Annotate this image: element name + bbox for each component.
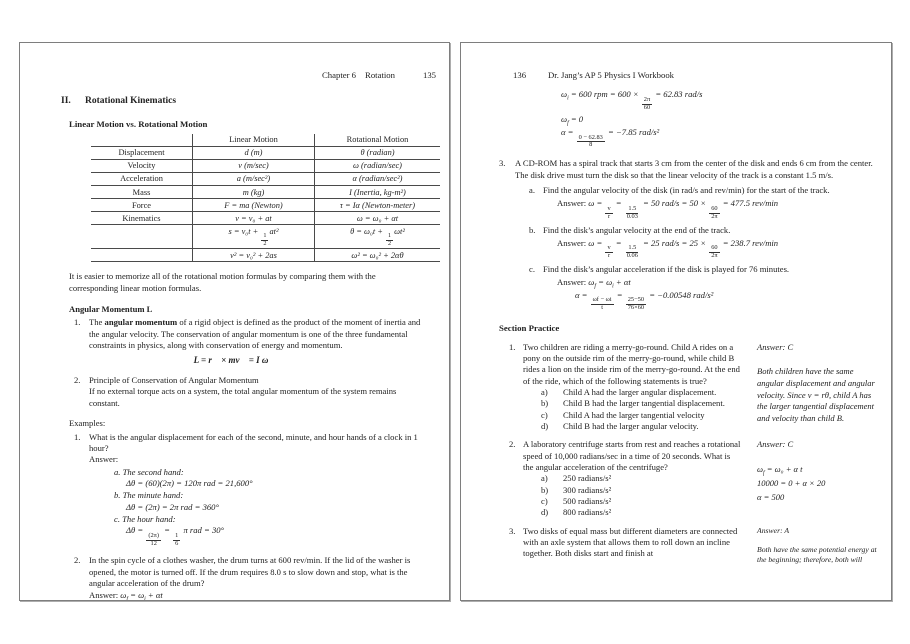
part-label: c. xyxy=(529,264,535,275)
principle-body: If no external torque acts on a system, the total angular momentum of the system remains constant. xyxy=(89,386,397,408)
option-label: b) xyxy=(541,484,549,495)
cell-linear: v² = v₀² + 2as xyxy=(193,249,315,262)
row-label: Mass xyxy=(91,186,193,199)
item-number: 2. xyxy=(74,375,81,386)
table-title: Linear Motion vs. Rotational Motion xyxy=(69,119,208,130)
option-label: d) xyxy=(541,421,549,431)
problem-3-parts xyxy=(515,185,877,312)
option-row xyxy=(541,507,742,518)
book-title: Dr. Jang’s AP 5 Physics I Workbook xyxy=(548,70,675,80)
example-number: 1. xyxy=(74,431,81,442)
cell-linear: v = v₀ + at xyxy=(193,212,315,225)
question-body xyxy=(523,342,742,433)
table-row xyxy=(91,249,440,262)
question-text: Two children are riding a merry-go-round. Child A rides on a pony on the outside rim of the merry-go-round, while child B rides a lion on the inside rim of the merry-go-round. At the end of the ride, which of the following statements is true? xyxy=(523,341,740,386)
table-row xyxy=(91,225,440,249)
example-body xyxy=(89,432,423,548)
part-label: a. xyxy=(529,184,535,195)
example-2 xyxy=(74,555,423,600)
answer-explanation: Both have the same potential energy at the beginning; therefore, both will xyxy=(757,544,877,565)
answer-line-2: α = $\frac{\omega f - \omega i}{t}$ = $\frac{25-50}{76\times 60}$ = −0.00548 rad/s² xyxy=(575,289,714,312)
section-title: Rotational Kinematics xyxy=(85,96,177,107)
angular-momentum-item-1 xyxy=(74,317,423,351)
example-part-label: b. The minute hand: xyxy=(114,490,184,501)
cell-rotational: ω = ω₀ + αt xyxy=(315,212,441,225)
answer-label: Answer: C xyxy=(757,341,794,352)
cell-rotational: ω (radian/sec) xyxy=(315,159,441,172)
option-row xyxy=(541,398,742,409)
answer-explanation-equation: 10000 = 0 + α × 20 xyxy=(757,477,826,488)
answer-line: Answer: ω = $\frac{v}{r}$ = $\frac{1.5}{0.03}$ = 50 rad/s = 50 × $\frac{60}{2\pi}$ = 477.5 rev/min xyxy=(557,198,779,220)
row-label: Acceleration xyxy=(91,172,193,185)
chapter-section-label: Rotation xyxy=(365,70,395,80)
answer-annotation xyxy=(757,342,881,433)
row-label xyxy=(91,225,193,249)
section-numeral: II. xyxy=(61,96,71,107)
col-header-linear: Linear Motion xyxy=(193,134,315,147)
table-row xyxy=(91,199,440,212)
answer-label: Answer: A xyxy=(757,525,790,535)
option-text: Child B had the larger tangential displacement. xyxy=(563,398,725,409)
option-text: 800 radians/s² xyxy=(563,507,612,518)
question-number: 3. xyxy=(509,525,516,536)
problem-part xyxy=(529,264,877,312)
answer-explanation-equation: α = 500 xyxy=(757,491,785,502)
cell-linear: s = v₀t + $\frac{1}{2}$ at² xyxy=(193,225,315,249)
part-text: Find the disk’s angular acceleration if the disk is played for 76 minutes. xyxy=(543,264,790,275)
table-row xyxy=(91,172,440,185)
option-row xyxy=(541,387,742,398)
item-text: The angular momentum of a rigid object is defined as the product of the moment of inertia and the angular velocity. The conservation of angular momentum is one of the three fundamental constraints in physics, along with conservation of energy and momentum. xyxy=(89,317,421,350)
answer-line: Answer: $\omega_f = \omega_i + \alpha t$ xyxy=(557,277,631,291)
cell-linear: F = ma (Newton) xyxy=(193,199,315,212)
option-label: c) xyxy=(541,409,548,420)
example-number: 2. xyxy=(74,555,81,566)
option-text: Child A had the larger angular displacement. xyxy=(563,386,717,397)
page-header-right xyxy=(461,70,891,81)
option-row xyxy=(541,473,742,484)
example-1-parts xyxy=(89,467,423,548)
practice-question xyxy=(509,342,881,433)
equation-line: α = $\frac{0 - 62.83}{8}$ = −7.85 rad/s² xyxy=(561,127,660,149)
col-header-rotational: Rotational Motion xyxy=(315,134,441,147)
table-row xyxy=(91,146,440,159)
problem-3 xyxy=(499,158,877,312)
answer-line: Answer: $\omega_f = \omega_i + \alpha t$ xyxy=(89,589,163,601)
cell-linear: d (m) xyxy=(193,146,315,159)
example-1 xyxy=(74,432,423,548)
example-body xyxy=(89,555,423,600)
option-label: a) xyxy=(541,386,548,397)
chapter-label: Chapter 6 xyxy=(322,70,357,80)
problem-part-head xyxy=(529,185,877,196)
row-label: Velocity xyxy=(91,159,193,172)
row-label: Force xyxy=(91,199,193,212)
carryover-equations xyxy=(561,89,891,149)
example-question: What is the angular displacement for each of the second, minute, and hour hands of a clock in 1 hour? xyxy=(89,431,418,453)
option-text: Child B had the larger angular velocity. xyxy=(563,421,699,431)
examples-heading: Examples: xyxy=(69,418,106,429)
answer-annotation xyxy=(757,526,881,566)
problem-text: A CD-ROM has a spiral track that starts 3 cm from the center of the disk and ends 6 cm from the center. The disk drive must turn the disk so that the linear velocity of the track is a constant 1.5 m/s. xyxy=(515,158,873,180)
item-text xyxy=(89,375,423,409)
table-row xyxy=(91,159,440,172)
row-label xyxy=(91,249,193,262)
cell-rotational: α (radian/sec²) xyxy=(315,172,441,185)
table-header-row xyxy=(91,134,440,147)
example-part-equation: Δθ = (60)(2π) = 120π rad = 21,600° xyxy=(126,477,253,488)
option-text: 250 radians/s² xyxy=(563,473,612,484)
question-number: 1. xyxy=(509,341,516,352)
equation-line: $\omega_i = 600$ rpm = 600 × $\frac{2\pi}{60}$ = 62.83 rad/s xyxy=(561,89,703,111)
table-row xyxy=(91,186,440,199)
option-row xyxy=(541,496,742,507)
example-part-equation: Δθ = (2π) = 2π rad = 360° xyxy=(126,501,219,512)
cell-linear: m (kg) xyxy=(193,186,315,199)
page-number-left: 135 xyxy=(422,70,436,80)
problem-part xyxy=(529,185,877,221)
row-label: Displacement xyxy=(91,146,193,159)
cell-rotational: I (Inertia, kg-m²) xyxy=(315,186,441,199)
question-body xyxy=(523,439,742,518)
section-practice-heading: Section Practice xyxy=(499,322,560,333)
cell-rotational: τ = Iα (Newton-meter) xyxy=(315,199,441,212)
question-body xyxy=(523,526,742,566)
practice-question xyxy=(509,439,881,518)
practice-questions xyxy=(461,342,891,567)
answer-line: Answer: ω = $\frac{v}{r}$ = $\frac{1.5}{0.06}$ = 25 rad/s = 25 × $\frac{60}{2\pi}$ = 238.7 rev/min xyxy=(557,237,779,260)
option-row xyxy=(541,410,742,421)
problem-part-head xyxy=(529,225,877,236)
problem-body xyxy=(515,158,877,312)
example-part-equation: Δθ = $\frac{(2\pi)}{12}$ = $\frac{1}{6}$ π rad = 30° xyxy=(126,525,224,547)
part-text: Find the disk’s angular velocity at the end of the track. xyxy=(543,224,731,235)
angular-momentum-item-2 xyxy=(74,375,423,409)
momentum-equation: L = r⃗ × mv⃗ = I ω⃗ xyxy=(193,355,276,366)
answer-explanation: Both children have the same angular displacement and angular velocity. Since v = rθ, child A has the larger tangential displacement and velocity than child B. xyxy=(757,366,875,424)
note-paragraph: It is easier to memorize all of the rotational motion formulas by comparing them with the corresponding linear motion formulas. xyxy=(69,271,376,293)
option-text: 500 radians/s² xyxy=(563,496,612,507)
item-number: 1. xyxy=(74,317,81,328)
example-question: In the spin cycle of a clothes washer, the drum turns at 600 rev/min. If the lid of the washer is opened, the motor is turned off. If the drum requires 8.0 s to slow down and stop, what is the angular acceleration of the drum? xyxy=(89,555,411,589)
problem-part xyxy=(529,225,877,261)
option-label: d) xyxy=(541,507,549,518)
cell-rotational: θ = ω₀t + $\frac{1}{2}$ ωt² xyxy=(315,225,441,249)
part-text: Find the angular velocity of the disk (in rad/s and rev/min) for the start of the track. xyxy=(543,184,830,195)
question-number: 2. xyxy=(509,439,516,450)
question-text: A laboratory centrifuge starts from rest and reaches a rotational speed of 10,000 radians/sec in a time of 20 seconds. What is the angular acceleration of the centrifuge? xyxy=(523,439,741,473)
problem-number: 3. xyxy=(499,158,506,169)
col-header-blank xyxy=(91,134,193,147)
page-136 xyxy=(460,42,892,601)
answer-explanation-equation: $\omega_f = \omega_0 + \alpha$ t xyxy=(757,464,803,477)
option-text: Child A had the larger tangential velocity xyxy=(563,409,705,420)
option-text: 300 radians/s² xyxy=(563,484,612,495)
page-header-left xyxy=(20,70,449,81)
comparison-table xyxy=(91,134,440,263)
option-label: a) xyxy=(541,473,548,484)
cell-linear: a (m/sec²) xyxy=(193,172,315,185)
option-row xyxy=(541,421,742,432)
equation-line: $\omega_f = 0$ xyxy=(561,113,584,127)
question-text: Two disks of equal mass but different diameters are connected with an axle system that allows them to roll down an incline together. Both disks start and finish at xyxy=(523,525,738,559)
principle-title: Principle of Conservation of Angular Momentum xyxy=(89,375,259,386)
angular-momentum-heading: Angular Momentum L xyxy=(69,303,153,314)
table-row xyxy=(91,212,440,225)
comparison-table-body xyxy=(91,146,440,261)
answer-annotation xyxy=(757,439,881,518)
cell-rotational: θ (radian) xyxy=(315,146,441,159)
option-label: b) xyxy=(541,398,549,409)
option-row xyxy=(541,485,742,496)
problem-part-head xyxy=(529,264,877,275)
page-number-right: 136 xyxy=(513,70,527,80)
answer-label: Answer: xyxy=(89,454,119,465)
cell-linear: v (m/sec) xyxy=(193,159,315,172)
section-heading xyxy=(61,95,449,108)
part-label: b. xyxy=(529,224,536,235)
row-label: Kinematics xyxy=(91,212,193,225)
option-label: c) xyxy=(541,496,548,507)
cell-rotational: ω² = ω₀² + 2αθ xyxy=(315,249,441,262)
practice-question xyxy=(509,526,881,566)
example-part-label: c. The hour hand: xyxy=(114,513,176,524)
example-part-label: a. The second hand: xyxy=(114,466,184,477)
answer-label: Answer: C xyxy=(757,439,794,450)
page-135 xyxy=(19,42,450,601)
